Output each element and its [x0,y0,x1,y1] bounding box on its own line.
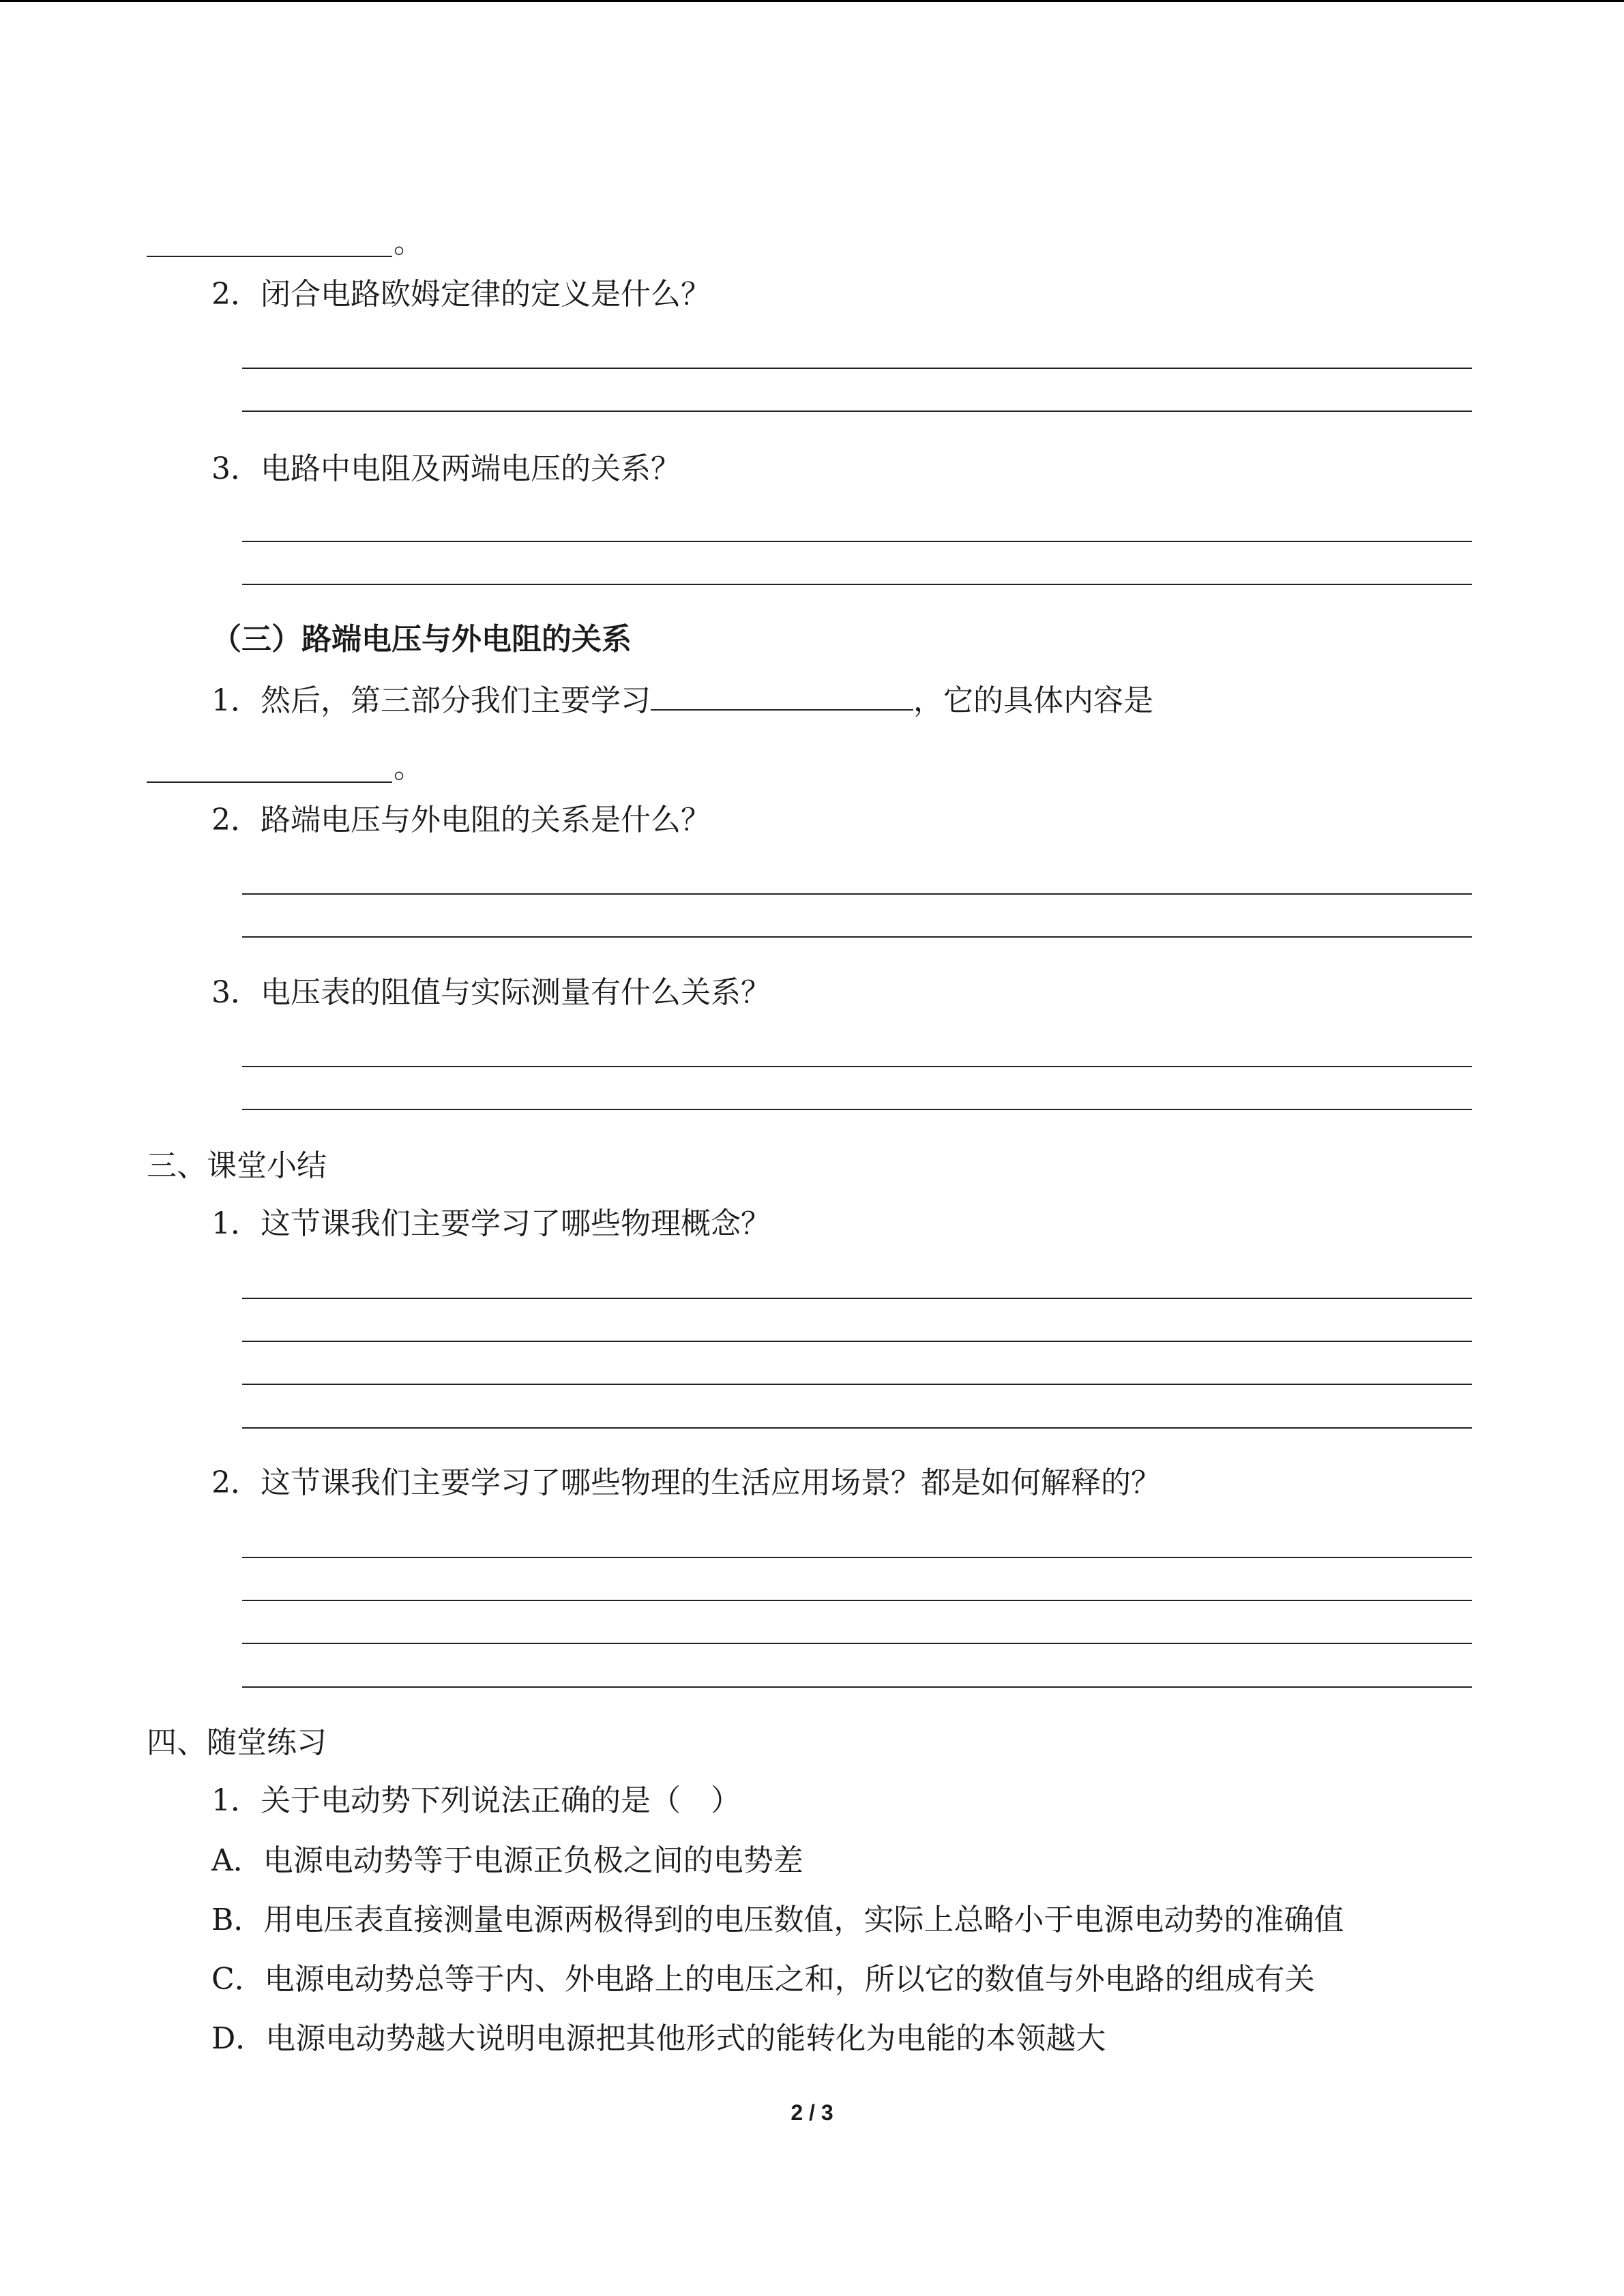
section-heading-terminal-voltage: （三）路端电压与外电阻的关系 [211,622,632,657]
summary-question-1: 1．这节课我们主要学习了哪些物理概念？ [211,1206,771,1241]
answer-line[interactable] [242,411,1472,412]
option-d[interactable]: D．电源电动势越大说明电源把其他形式的能转化为电能的本领越大 [211,2021,1106,2056]
answer-line[interactable] [242,1557,1472,1558]
practice-heading: 四、随堂练习 [147,1725,327,1760]
answer-line[interactable] [242,1109,1472,1110]
answer-line[interactable] [242,1686,1472,1688]
fill-blank[interactable] [651,679,913,711]
summary-heading: 三、课堂小结 [147,1148,327,1183]
sentence-end-mark: 。 [394,750,424,785]
answer-line[interactable] [242,1427,1472,1429]
section3-question-1 [211,679,1153,720]
page-top-border [0,0,1624,2]
section3-question-3: 3．电压表的阻值与实际测量有什么关系？ [211,975,771,1010]
section3-question-2: 2．路端电压与外电阻的关系是什么？ [211,803,711,837]
option-a[interactable]: A．电源电动势等于电源正负极之间的电势差 [211,1843,803,1878]
answer-line[interactable] [242,1384,1472,1385]
fill-blank[interactable] [147,256,392,257]
answer-line[interactable] [242,1066,1472,1067]
answer-line[interactable] [242,1643,1472,1644]
sentence-end-mark: 。 [394,225,424,260]
answer-line[interactable] [242,936,1472,938]
answer-line[interactable] [242,1298,1472,1299]
answer-line[interactable] [242,584,1472,585]
option-b[interactable]: B．用电压表直接测量电源两极得到的电压数值，实际上总略小于电源电动势的准确值 [211,1903,1344,1937]
answer-line[interactable] [242,541,1472,542]
question-2-ohm-law: 2．闭合电路欧姆定律的定义是什么？ [211,277,711,312]
option-c[interactable]: C．电源电动势总等于内、外电路上的电压之和，所以它的数值与外电路的组成有关 [211,1962,1315,1997]
question-prefix: 1．然后，第三部分我们主要学习 [211,683,651,718]
answer-line[interactable] [242,1600,1472,1601]
question-suffix: ，它的具体内容是 [913,683,1153,718]
practice-question-1: 1．关于电动势下列说法正确的是（ ） [211,1783,741,1818]
summary-question-2: 2．这节课我们主要学习了哪些物理的生活应用场景？都是如何解释的？ [211,1465,1161,1500]
fill-blank[interactable] [147,781,392,783]
answer-line[interactable] [242,893,1472,895]
page-number: 2 / 3 [791,2100,833,2125]
answer-line[interactable] [242,1341,1472,1342]
question-3-resistance-voltage: 3．电路中电阻及两端电压的关系？ [211,451,681,486]
answer-line[interactable] [242,368,1472,369]
